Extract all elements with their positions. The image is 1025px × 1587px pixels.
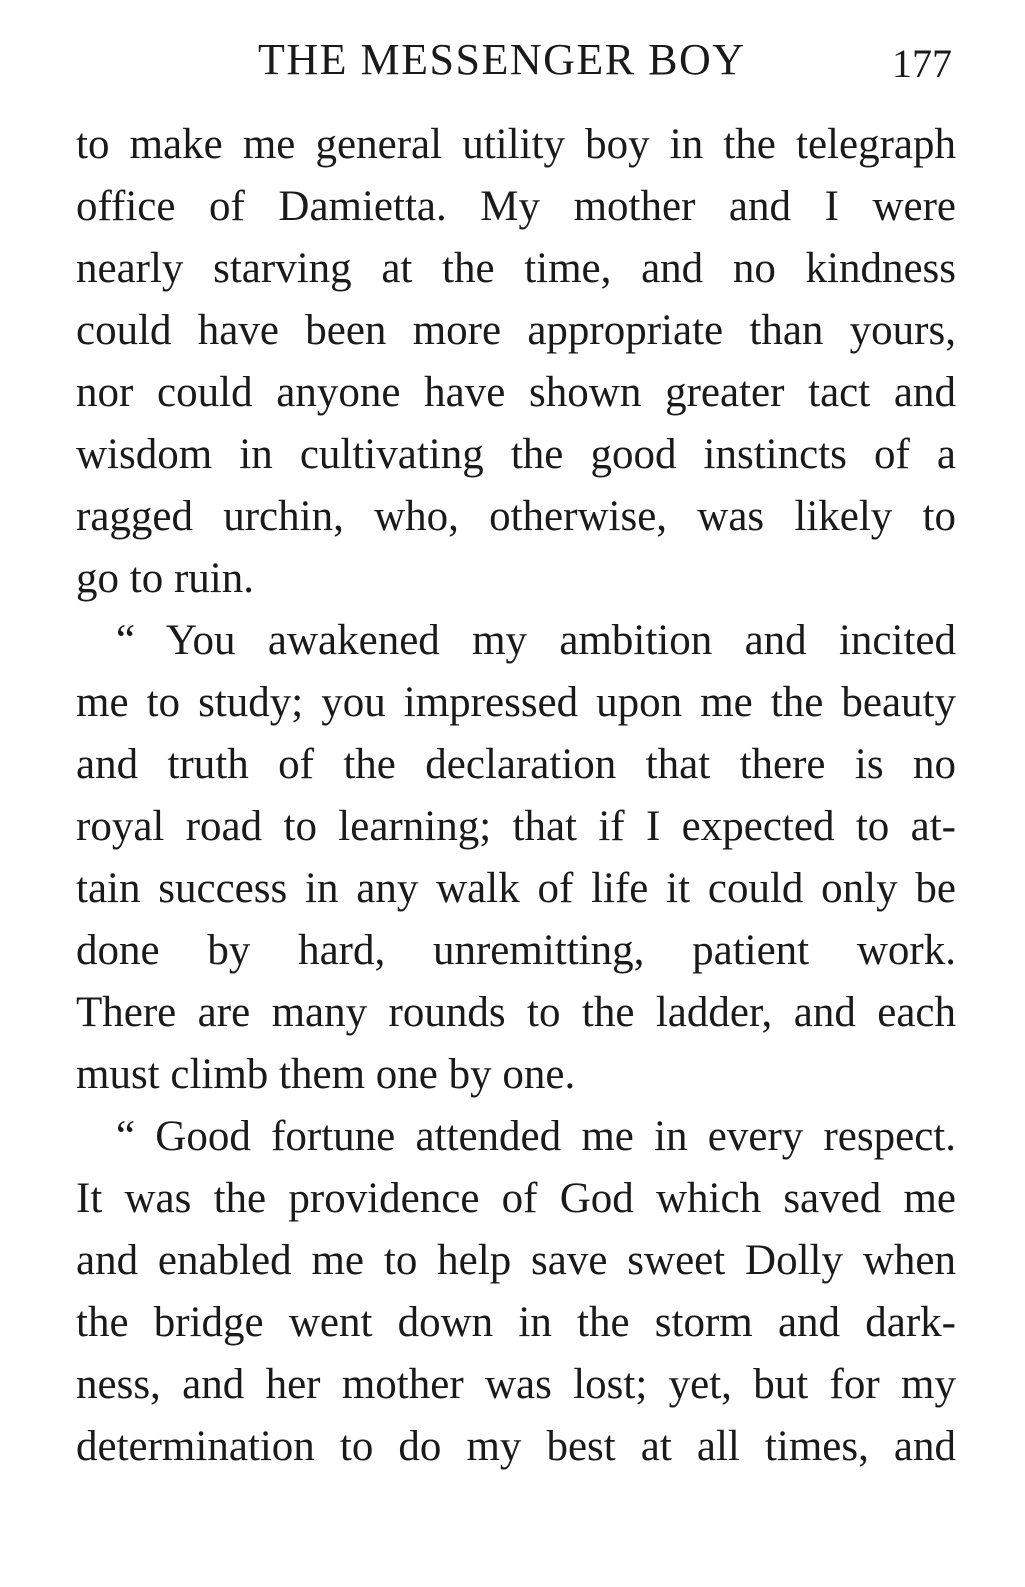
text-line: done by hard, unremitting, patient work. xyxy=(76,927,956,974)
body-text xyxy=(76,114,956,1478)
text-line: ragged urchin, who, otherwise, was likely to xyxy=(76,493,956,540)
text-line: determination to do my best at all times, and xyxy=(76,1423,956,1470)
text-line: It was the providence of God which saved me xyxy=(76,1175,956,1222)
text-line: go to ruin. xyxy=(76,555,254,602)
text-line: must climb them one by one. xyxy=(76,1051,576,1098)
text-line: “ Good fortune attended me in every respect. xyxy=(116,1113,956,1160)
text-line: nor could anyone have shown greater tact and xyxy=(76,369,956,416)
text-line: ness, and her mother was lost; yet, but for my xyxy=(76,1361,956,1408)
text-line: the bridge went down in the storm and dark- xyxy=(76,1299,956,1346)
text-line: tain success in any walk of life it could only be xyxy=(76,865,956,912)
text-line: to make me general utility boy in the telegraph xyxy=(76,121,956,168)
page-number: 177 xyxy=(892,41,952,86)
text-line: office of Damietta. My mother and I were xyxy=(76,183,956,230)
text-line: wisdom in cultivating the good instincts of a xyxy=(76,431,956,478)
text-line: and enabled me to help save sweet Dolly when xyxy=(76,1237,956,1284)
text-line: nearly starving at the time, and no kindness xyxy=(76,245,956,292)
text-line: There are many rounds to the ladder, and each xyxy=(76,989,956,1036)
text-line: and truth of the declaration that there is no xyxy=(76,741,956,788)
running-title: THE MESSENGER BOY xyxy=(258,35,746,84)
running-head xyxy=(0,30,1025,90)
text-line: “ You awakened my ambition and incited xyxy=(116,617,956,664)
text-line: could have been more appropriate than yours, xyxy=(76,307,956,354)
text-line: me to study; you impressed upon me the beauty xyxy=(76,679,956,726)
text-line: royal road to learning; that if I expected to at- xyxy=(76,803,956,850)
